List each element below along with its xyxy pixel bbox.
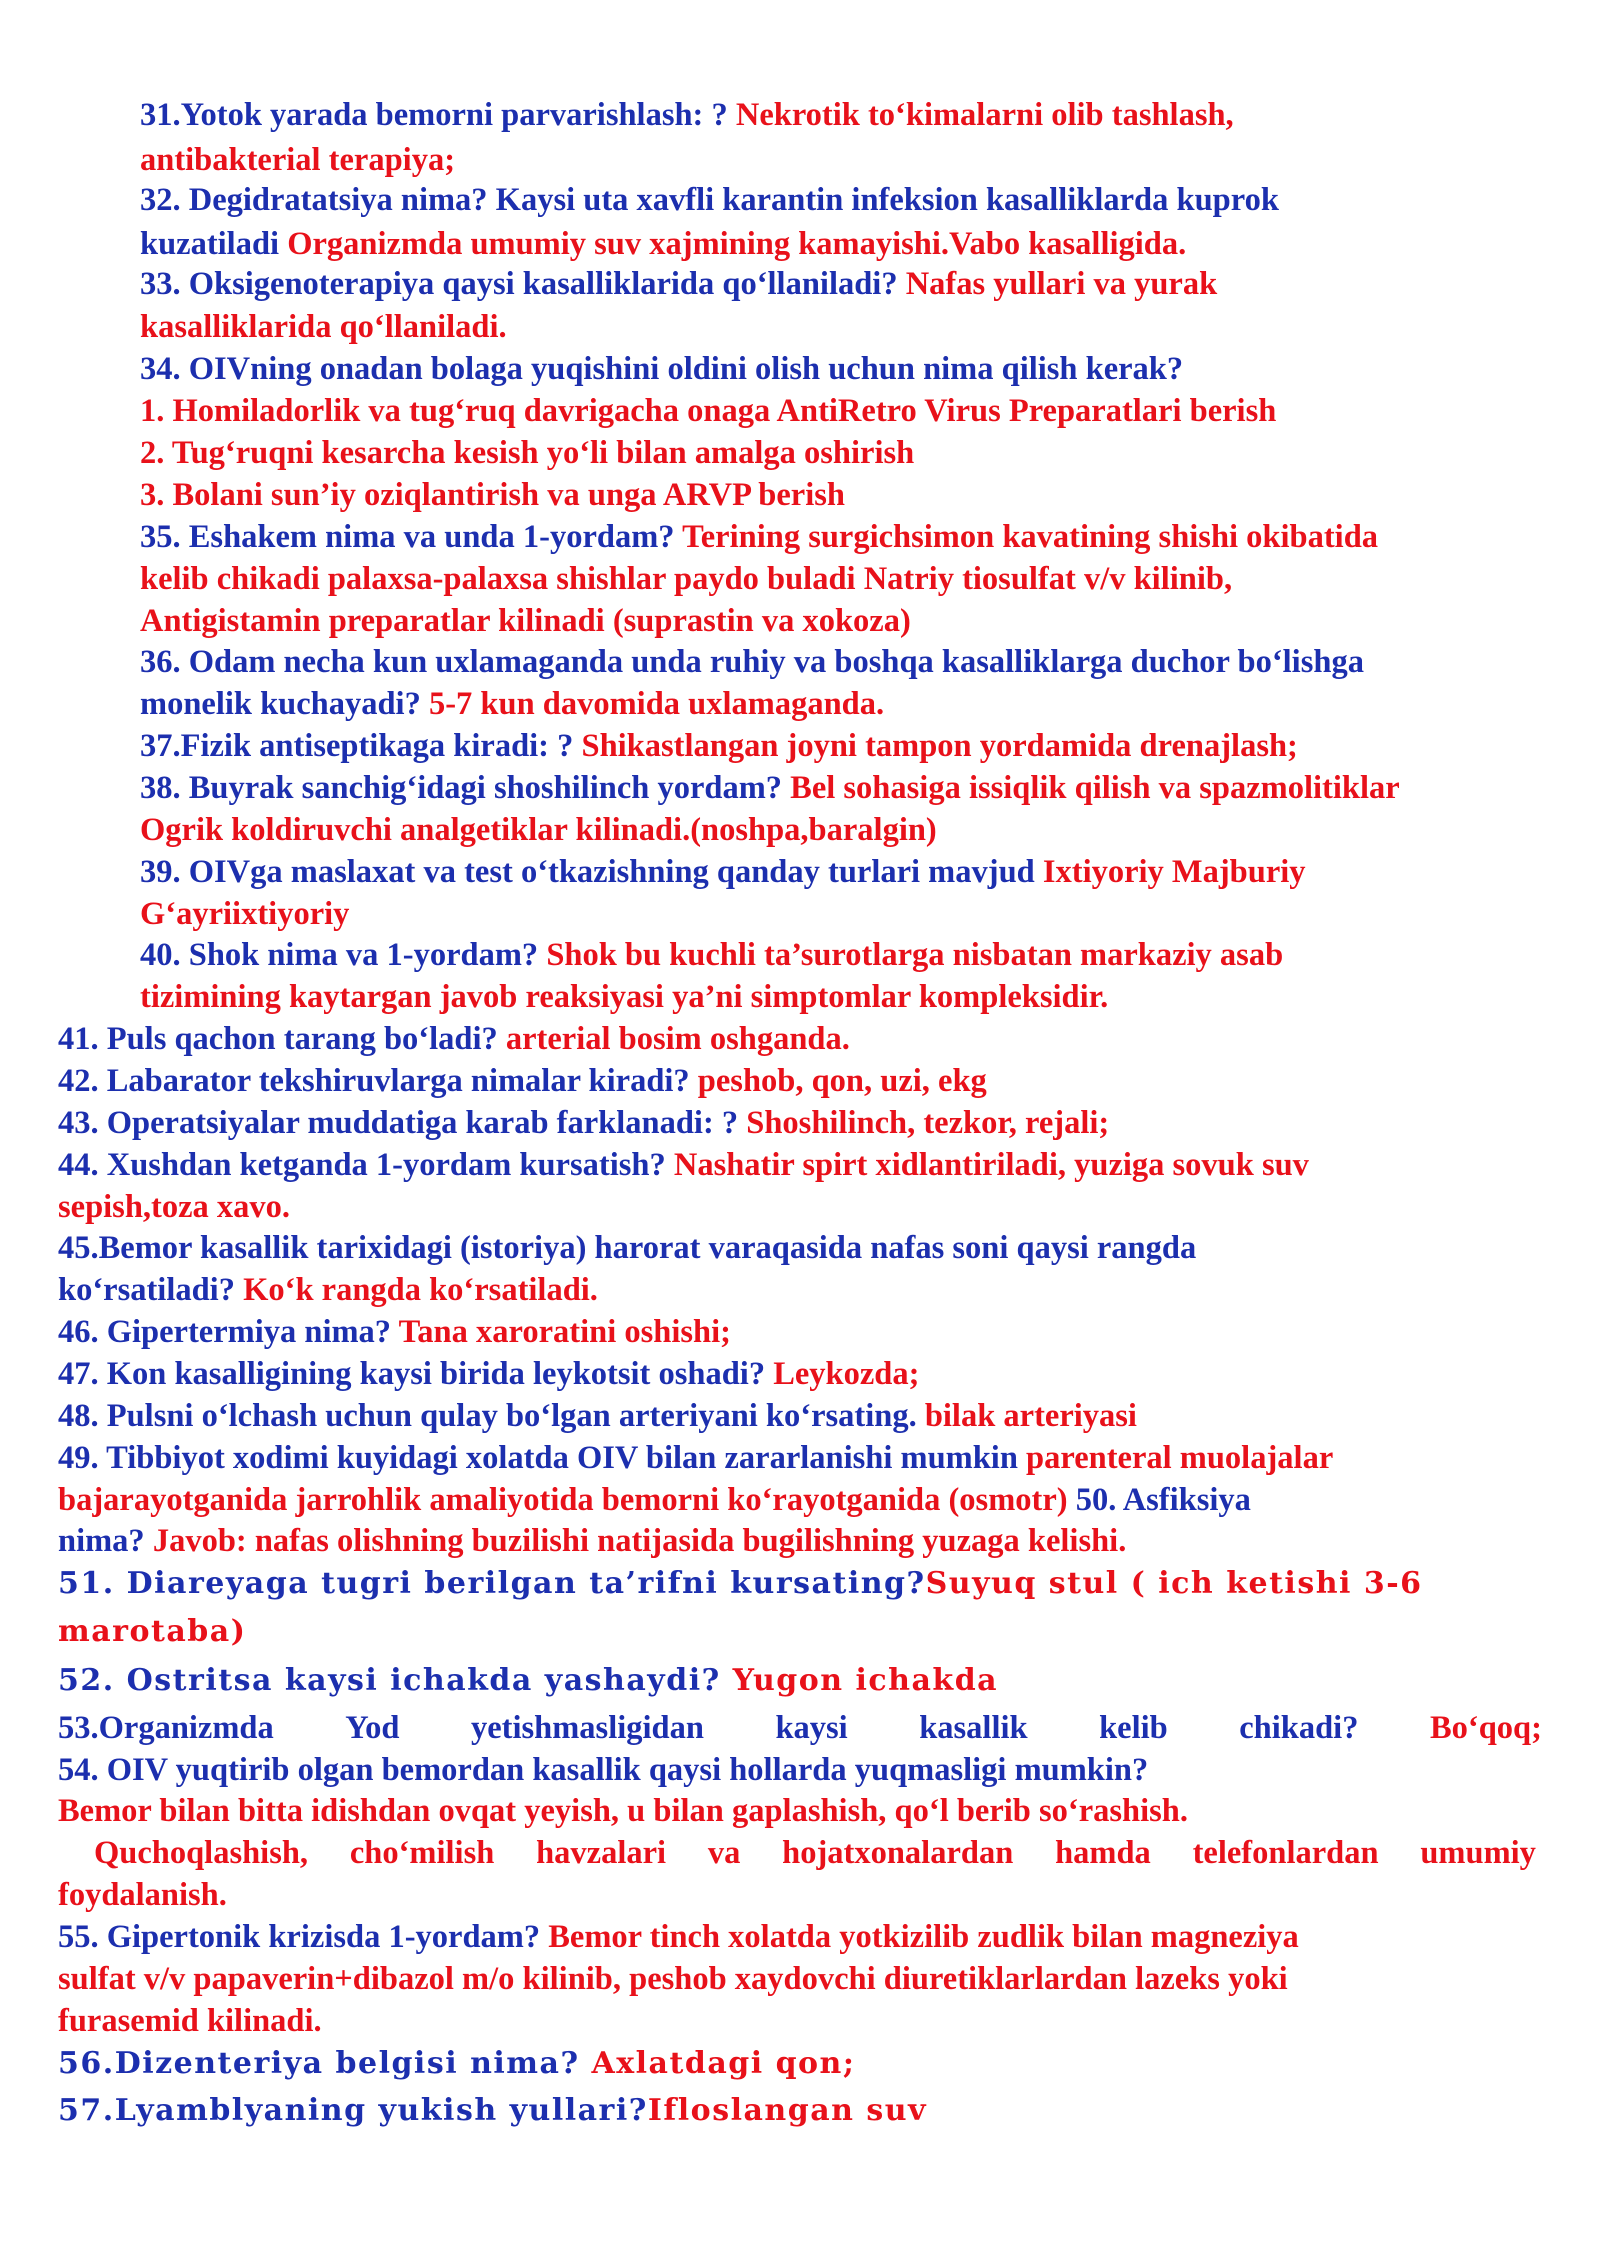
item-46-line-1: [58, 1312, 731, 1354]
item-34-line-4: [140, 475, 845, 517]
item-43-line-1: [58, 1103, 1109, 1145]
answer-text: furasemid kilinadi.: [58, 2003, 322, 2039]
answer-text: Tana xaroratini oshishi;: [398, 1314, 731, 1350]
answer-text: Bel sohasiga issiqlik qilish va spazmolitiklar: [790, 770, 1400, 806]
answer-text: cho‘milish: [349, 1835, 495, 1871]
question-text: 48. Pulsni o‘lchash uchun qulay bo‘lgan arteriyani ko‘rsating.: [58, 1398, 925, 1434]
answer-text: Bo‘qoq;: [1429, 1710, 1542, 1746]
item-33-line-1: [140, 264, 1217, 306]
answer-text: Bemor tinch xolatda yotkizilib zudlik bilan magneziya: [548, 1919, 1299, 1955]
item-34-line-1: [140, 349, 1183, 391]
item-53-line-1: [58, 1708, 1542, 1750]
answer-text: 2. Tug‘ruqni kesarcha kesish yo‘li bilan amalga oshirish: [140, 435, 915, 471]
item-41-line-1: [58, 1019, 850, 1061]
question-text: 36. Odam necha kun uxlamaganda unda ruhiy va boshqa kasalliklarga duchor bo‘lishga: [140, 644, 1364, 680]
item-49-line-2: [58, 1480, 1251, 1522]
answer-text: G‘ayriixtiyoriy: [140, 896, 350, 932]
question-text: nima?: [58, 1523, 153, 1559]
question-text: kasallik: [919, 1710, 1028, 1746]
answer-text: Quchoqlashish,: [94, 1835, 309, 1871]
answer-text: Nashatir spirt xidlantiriladi, yuziga sovuk suv: [673, 1147, 1309, 1183]
answer-text: sepish,toza xavo.: [58, 1189, 291, 1225]
answer-text: Nekrotik to‘kimalarni olib tashlash,: [735, 97, 1234, 133]
question-text: 52. Ostritsa kaysi ichakda yashaydi?: [58, 1663, 733, 1698]
question-text: 31.Yotok yarada bemorni parvarishlash: ?: [140, 97, 736, 133]
answer-text: Antigistamin preparatlar kilinadi (suprastin va xokoza): [140, 603, 911, 639]
question-text: 33. Oksigenoterapiya qaysi kasalliklarida qo‘llaniladi?: [140, 266, 906, 302]
answer-text: 5-7 kun davomida uxlamaganda.: [428, 686, 885, 722]
answer-text: va: [707, 1835, 741, 1871]
item-34-line-3: [140, 433, 914, 475]
question-text: 42. Labarator tekshiruvlarga nimalar kiradi?: [58, 1063, 698, 1099]
item-54-line-1: [58, 1750, 1148, 1792]
question-text: monelik kuchayadi?: [140, 686, 429, 722]
question-text: 53.Organizmda: [58, 1710, 274, 1746]
answer-text: Nafas yullari va yurak: [905, 266, 1218, 302]
question-text: 44. Xushdan ketganda 1-yordam kursatish?: [58, 1147, 674, 1183]
answer-text: 1. Homiladorlik va tug‘ruq davrigacha onaga AntiRetro Virus Preparatlari berish: [140, 393, 1277, 429]
answer-text: telefonlardan: [1192, 1835, 1379, 1871]
answer-text: umumiy: [1420, 1835, 1536, 1871]
answer-text: parenteral muolajalar: [1026, 1440, 1334, 1476]
answer-text: kasalliklarida qo‘llaniladi.: [140, 309, 507, 345]
question-text: 37.Fizik antiseptikaga kiradi: ?: [140, 728, 582, 764]
answer-text: tizimining kaytargan javob reaksiyasi ya’ni simptomlar kompleksidir.: [140, 979, 1109, 1015]
answer-text: hojatxonalardan: [782, 1835, 1014, 1871]
item-51-line-1: [58, 1563, 1423, 1605]
answer-text: antibakterial terapiya;: [140, 142, 456, 178]
question-text: 45.Bemor kasallik tarixidagi (istoriya) harorat varaqasida nafas soni qaysi rangda: [58, 1230, 1197, 1266]
question-text: 34. OIVning onadan bolaga yuqishini oldini olish uchun nima qilish kerak?: [140, 351, 1184, 387]
item-44-line-2: [58, 1187, 290, 1229]
answer-text: Shikastlangan joyni tampon yordamida drenajlash;: [581, 728, 1298, 764]
question-text: 57.Lyamblyaning yukish yullari?: [58, 2093, 648, 2128]
question-text: ko‘rsatiladi?: [58, 1272, 244, 1308]
item-47-line-1: [58, 1354, 919, 1396]
item-35-line-1: [140, 517, 1378, 559]
answer-text: sulfat v/v papaverin+dibazol m/o kilinib, peshob xaydovchi diuretiklarlardan lazeks yoki: [58, 1961, 1288, 1997]
item-56-line-1: [58, 2043, 855, 2085]
answer-text: Shok bu kuchli ta’surotlarga nisbatan markaziy asab: [546, 937, 1284, 973]
question-text: 49. Tibbiyot xodimi kuyidagi xolatda OIV bilan zararlanishi mumkin: [58, 1440, 1027, 1476]
item-54-line-3: [94, 1833, 1536, 1875]
item-39-line-1: [140, 852, 1306, 894]
question-text: 43. Operatsiyalar muddatiga karab farklanadi: ?: [58, 1105, 747, 1141]
answer-text: Shoshilinch, tezkor, rejali;: [746, 1105, 1110, 1141]
item-34-line-2: [140, 391, 1276, 433]
question-text: chikadi?: [1239, 1710, 1359, 1746]
item-36-line-1: [140, 642, 1364, 684]
item-35-line-3: [140, 601, 911, 643]
answer-text: bilak arteriyasi: [924, 1398, 1137, 1434]
question-text: Yod: [345, 1710, 400, 1746]
item-49-line-3: [58, 1521, 1126, 1563]
item-40-line-1: [140, 935, 1283, 977]
answer-text: kelib chikadi palaxsa-palaxsa shishlar paydo buladi Natriy tiosulfat v/v kilinib,: [140, 561, 1233, 597]
answer-text: Yugon ichakda: [732, 1663, 999, 1698]
question-text: 50. Asfiksiya: [1067, 1482, 1251, 1518]
question-text: 40. Shok nima va 1-yordam?: [140, 937, 547, 973]
question-text: 51. Diareyaga tugri berilgan ta’rifni kursating?: [58, 1566, 926, 1601]
item-37-line-1: [140, 726, 1298, 768]
answer-text: 3. Bolani sun’iy oziqlantirish va unga ARVP berish: [140, 477, 845, 513]
item-42-line-1: [58, 1061, 987, 1103]
question-text: 47. Kon kasalligining kaysi birida leykotsit oshadi?: [58, 1356, 774, 1392]
question-text: 41. Puls qachon tarang bo‘ladi?: [58, 1021, 506, 1057]
item-35-line-2: [140, 559, 1232, 601]
question-text: kaysi: [775, 1710, 848, 1746]
question-text: 39. OIVga maslaxat va test o‘tkazishning qanday turlari mavjud: [140, 854, 1043, 890]
answer-text: Ifloslangan suv: [647, 2093, 928, 2128]
answer-text: Axlatdagi qon;: [591, 2046, 856, 2081]
answer-text: Leykozda;: [773, 1356, 920, 1392]
item-38-line-1: [140, 768, 1400, 810]
item-49-line-1: [58, 1438, 1333, 1480]
item-45-line-2: [58, 1270, 598, 1312]
item-38-line-2: [140, 810, 937, 852]
item-32-line-1: [140, 180, 1279, 222]
answer-text: foydalanish.: [58, 1877, 227, 1913]
answer-text: arterial bosim oshganda.: [505, 1021, 850, 1057]
answer-text: bajarayotganida jarrohlik amaliyotida bemorni ko‘rayotganida (osmotr): [58, 1482, 1068, 1518]
answer-text: hamda: [1055, 1835, 1151, 1871]
answer-text: Ixtiyoriy Majburiy: [1042, 854, 1306, 890]
question-text: 35. Eshakem nima va unda 1-yordam?: [140, 519, 683, 555]
answer-text: Terining surgichsimon kavatining shishi okibatida: [682, 519, 1379, 555]
item-51-line-2: [58, 1611, 246, 1653]
question-text: kelib: [1099, 1710, 1168, 1746]
item-36-line-2: [140, 684, 884, 726]
answer-text: Ogrik koldiruvchi analgetiklar kilinadi.(noshpa,baralgin): [140, 812, 937, 848]
answer-text: marotaba): [58, 1614, 247, 1649]
question-text: 55. Gipertonik krizisda 1-yordam?: [58, 1919, 549, 1955]
item-40-line-2: [140, 977, 1108, 1019]
item-45-line-1: [58, 1228, 1196, 1270]
item-55-line-1: [58, 1917, 1299, 1959]
answer-text: Javob: nafas olishning buzilishi natijasida bugilishning yuzaga kelishi.: [152, 1523, 1127, 1559]
item-33-line-2: [140, 307, 507, 349]
item-55-line-2: [58, 1959, 1288, 2001]
answer-text: Suyuq stul ( ich ketishi 3-6: [925, 1566, 1423, 1601]
item-55-line-3: [58, 2001, 322, 2043]
answer-text: havzalari: [536, 1835, 667, 1871]
item-44-line-1: [58, 1145, 1309, 1187]
question-text: 46. Gipertermiya nima?: [58, 1314, 399, 1350]
item-31-line-1: [140, 95, 1234, 137]
item-48-line-1: [58, 1396, 1137, 1438]
question-text: yetishmasligidan: [470, 1710, 704, 1746]
item-54-line-4: [58, 1875, 227, 1917]
question-text: 56.Dizenteriya belgisi nima?: [58, 2046, 592, 2081]
item-32-line-2: [140, 224, 1186, 266]
item-57-line-1: [58, 2090, 927, 2132]
item-52-line-1: [58, 1660, 998, 1702]
answer-text: Bemor bilan bitta idishdan ovqat yeyish, u bilan gaplashish, qo‘l berib so‘rashish.: [58, 1793, 1188, 1829]
item-39-line-2: [140, 894, 349, 936]
question-text: 54. OIV yuqtirib olgan bemordan kasallik qaysi hollarda yuqmasligi mumkin?: [58, 1752, 1149, 1788]
question-text: kuzatiladi: [140, 226, 288, 262]
item-54-line-2: [58, 1791, 1188, 1833]
item-31-line-2: [140, 140, 455, 182]
answer-text: Organizmda umumiy suv xajmining kamayishi.Vabo kasalligida.: [287, 226, 1187, 262]
answer-text: Ko‘k rangda ko‘rsatiladi.: [243, 1272, 598, 1308]
answer-text: peshob, qon, uzi, ekg: [697, 1063, 987, 1099]
question-text: 32. Degidratatsiya nima? Kaysi uta xavfli karantin infeksion kasalliklarda kuprok: [140, 182, 1279, 218]
question-text: 38. Buyrak sanchig‘idagi shoshilinch yordam?: [140, 770, 791, 806]
